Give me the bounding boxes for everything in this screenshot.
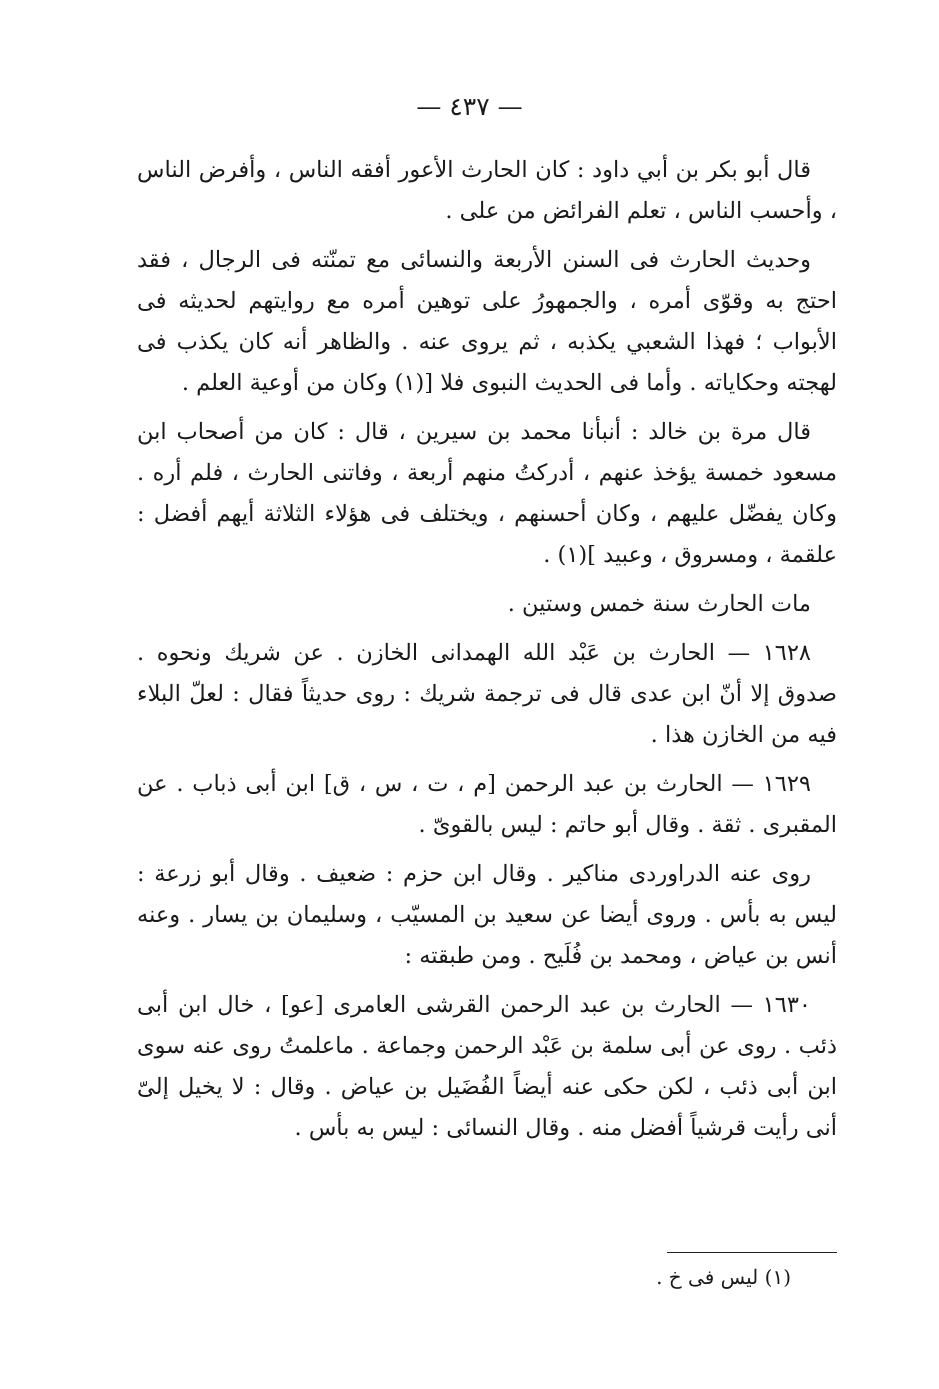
entry-1630: ١٦٣٠ — الحارث بن عبد الرحمن القرشى العامرى [عو] ، خال ابن أبى ذئب . روى عن أبى سلمة بن عَبْد الرحمن وجماعة . ماعلمتُ روى عنه سوى ابن أبى ذئب ، لكن حكى عنه أيضاً الفُضَيل بن عياض . وقال : لا يخيل إلىّ أنى رأيت قرشياً أفضل منه . وقال النسائى : ليس به بأس . [137, 992, 837, 1141]
footnote-divider [667, 1252, 837, 1253]
page-number: — ٤٣٧ — [416, 92, 523, 121]
entry-1628: ١٦٢٨ — الحارث بن عَبْد الله الهمدانى الخازن . عن شريك ونحوه . صدوق إلا أنّ ابن عدى قال فى ترجمة شريك : روى حديثاً فقال : لعلّ البلاء فيه من الخازن هذا . [137, 640, 837, 748]
paragraph-abu-bakr: قال أبو بكر بن أبي داود : كان الحارث الأعور أفقه الناس ، وأفرض الناس ، وأحسب الناس ، تعلم الفرائض من على . [137, 157, 837, 224]
main-text [137, 150, 837, 1157]
paragraph-death-of-al-harith: مات الحارث سنة خمس وستين . [507, 591, 811, 617]
paragraph-hadith-al-harith: وحديث الحارث فى السنن الأربعة والنسائى مع تمنّته فى الرجال ، فقد احتج به وقوّى أمره ، والجمهورُ على توهين أمره مع روايتهم لحديثه فى الأبواب ؛ فهذا الشعبي يكذبه ، ثم يروى عنه . والظاهر أنه كان يكذب فى لهجته وحكاياته . وأما فى الحديث النبوى فلا [(١) وكان من أوعية العلم . [137, 247, 837, 396]
footnote: (١) ليس فى خ . [656, 1265, 791, 1289]
paragraph-murra-ibn-khalid: قال مرة بن خالد : أنبأنا محمد بن سيرين ، قال : كان من أصحاب ابن مسعود خمسة يؤخذ عنهم ، أدركتُ منهم أربعة ، وفاتنى الحارث ، فلم أره . وكان يفضّل عليهم ، وكان أحسنهم ، ويختلف فى هؤلاء الثلاثة أيهم أفضل : علقمة ، ومسروق ، وعبيد ](١) . [137, 419, 837, 568]
entry-1629: ١٦٢٩ — الحارث بن عبد الرحمن [م ، ت ، س ، ق] ابن أبى ذباب . عن المقبرى . ثقة . وقال أبو حاتم : ليس بالقوىّ . [137, 771, 837, 838]
paragraph-darawardi: روى عنه الدراوردى مناكير . وقال ابن حزم : ضعيف . وقال أبو زرعة : ليس به بأس . وروى أيضا عن سعيد بن المسيّب ، وسليمان بن يسار . وعنه أنس بن عياض ، ومحمد بن فُلَيح . ومن طبقته : [137, 861, 837, 969]
